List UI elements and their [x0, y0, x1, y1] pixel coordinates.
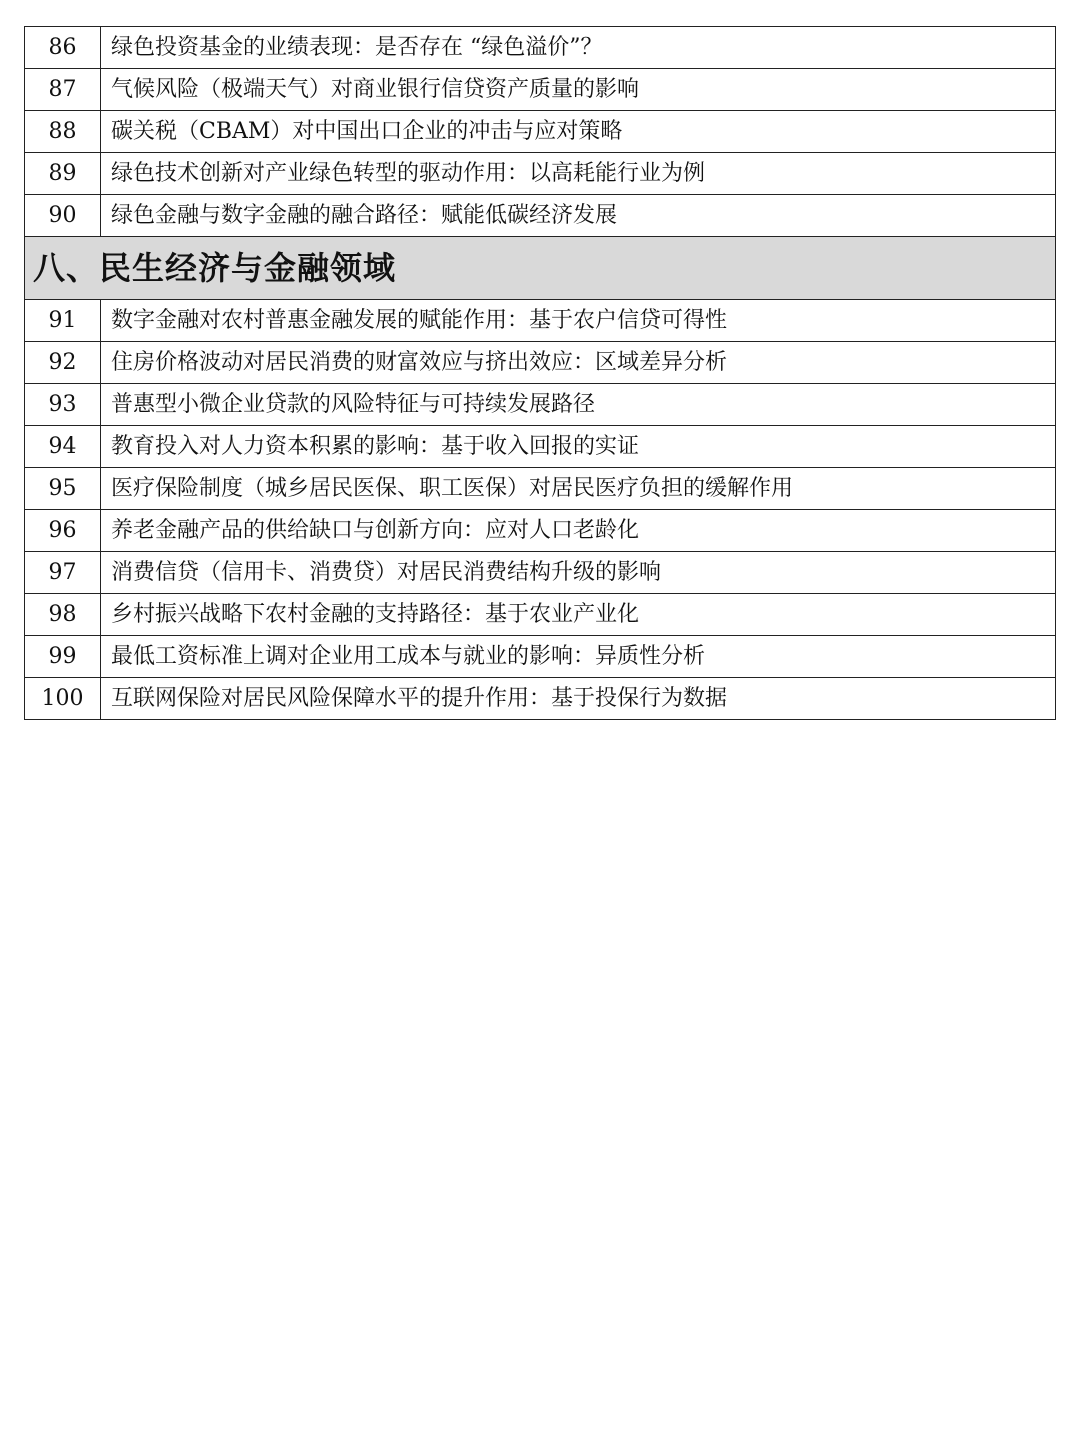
topic-title: 住房价格波动对居民消费的财富效应与挤出效应：区域差异分析	[101, 342, 1056, 384]
table-row	[25, 594, 1056, 636]
table-row	[25, 510, 1056, 552]
table-row	[25, 153, 1056, 195]
topic-number: 95	[25, 468, 101, 510]
topic-number: 96	[25, 510, 101, 552]
table-row	[25, 636, 1056, 678]
topic-list-page	[24, 26, 1055, 720]
topic-title: 气候风险（极端天气）对商业银行信贷资产质量的影响	[101, 69, 1056, 111]
topic-number: 91	[25, 300, 101, 342]
table-row	[25, 342, 1056, 384]
topic-title: 消费信贷（信用卡、消费贷）对居民消费结构升级的影响	[101, 552, 1056, 594]
table-row	[25, 27, 1056, 69]
topic-number: 86	[25, 27, 101, 69]
topic-number: 100	[25, 678, 101, 720]
topic-number: 88	[25, 111, 101, 153]
topic-number: 87	[25, 69, 101, 111]
topic-title: 数字金融对农村普惠金融发展的赋能作用：基于农户信贷可得性	[101, 300, 1056, 342]
topic-title: 普惠型小微企业贷款的风险特征与可持续发展路径	[101, 384, 1056, 426]
topic-number: 98	[25, 594, 101, 636]
table-row	[25, 69, 1056, 111]
table-row	[25, 300, 1056, 342]
table-row	[25, 426, 1056, 468]
topic-number: 90	[25, 195, 101, 237]
topic-number: 99	[25, 636, 101, 678]
topic-number: 89	[25, 153, 101, 195]
section-header-row	[25, 237, 1056, 300]
topic-title: 养老金融产品的供给缺口与创新方向：应对人口老龄化	[101, 510, 1056, 552]
table-row	[25, 468, 1056, 510]
topic-title: 乡村振兴战略下农村金融的支持路径：基于农业产业化	[101, 594, 1056, 636]
table-row	[25, 111, 1056, 153]
topic-number: 94	[25, 426, 101, 468]
topic-title: 绿色投资基金的业绩表现：是否存在 “绿色溢价”？	[101, 27, 1056, 69]
table-row	[25, 384, 1056, 426]
topic-title: 最低工资标准上调对企业用工成本与就业的影响：异质性分析	[101, 636, 1056, 678]
topic-number: 92	[25, 342, 101, 384]
topic-number: 93	[25, 384, 101, 426]
table-row	[25, 552, 1056, 594]
topic-title: 绿色金融与数字金融的融合路径：赋能低碳经济发展	[101, 195, 1056, 237]
topic-number: 97	[25, 552, 101, 594]
topic-title: 绿色技术创新对产业绿色转型的驱动作用：以高耗能行业为例	[101, 153, 1056, 195]
section-heading: 八、民生经济与金融领域	[25, 237, 1056, 300]
topic-title: 碳关税（CBAM）对中国出口企业的冲击与应对策略	[101, 111, 1056, 153]
topic-table	[24, 26, 1056, 720]
topic-title: 互联网保险对居民风险保障水平的提升作用：基于投保行为数据	[101, 678, 1056, 720]
topic-title: 教育投入对人力资本积累的影响：基于收入回报的实证	[101, 426, 1056, 468]
table-row	[25, 195, 1056, 237]
table-row	[25, 678, 1056, 720]
topic-title: 医疗保险制度（城乡居民医保、职工医保）对居民医疗负担的缓解作用	[101, 468, 1056, 510]
